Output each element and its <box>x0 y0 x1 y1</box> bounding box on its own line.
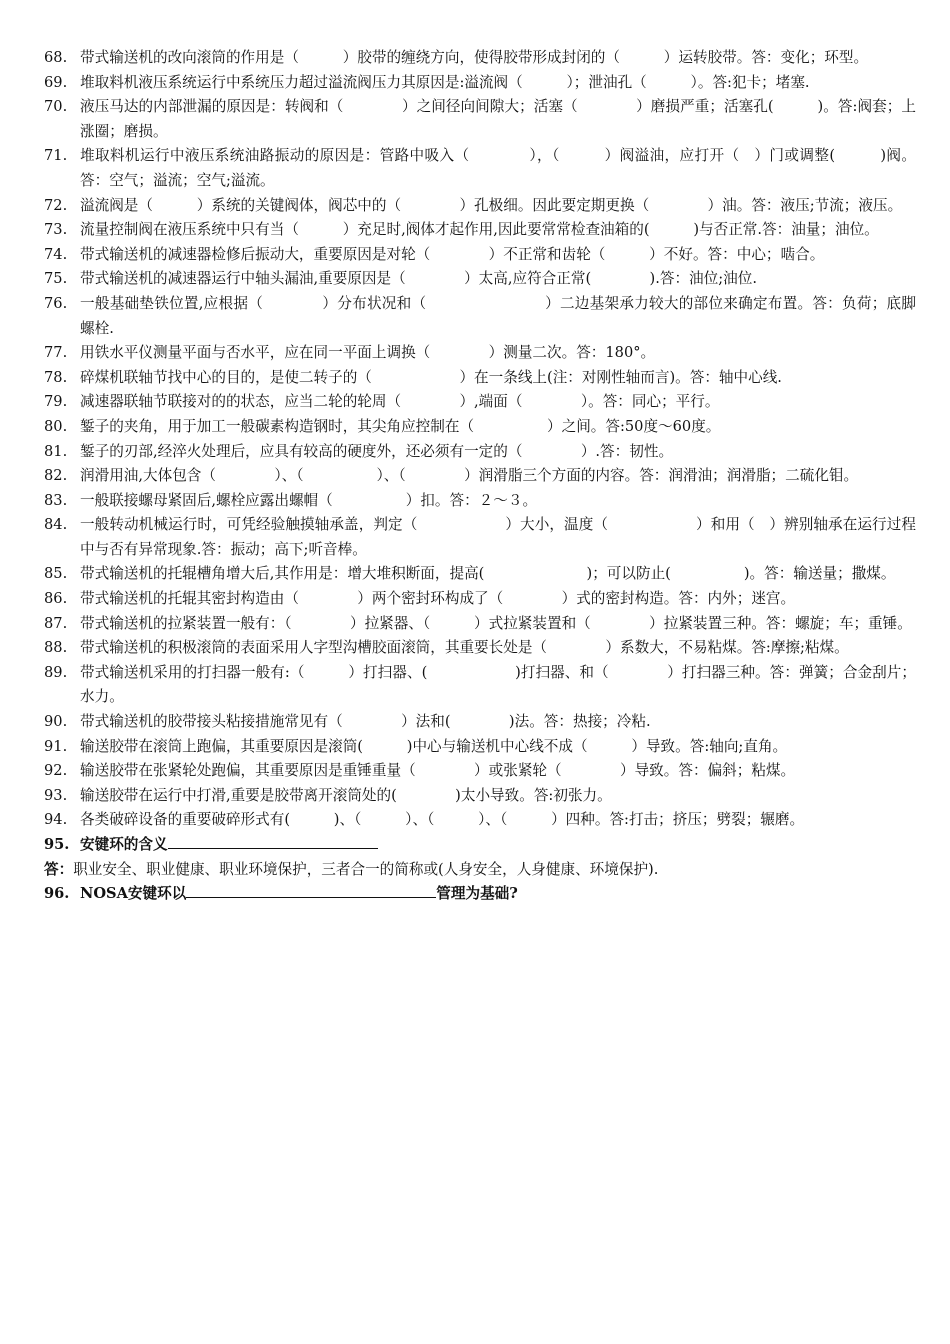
question-text: 一般联接螺母紧固后,螺栓应露出螺帽（ ）扣。答：２～３。 <box>80 491 538 509</box>
question-number: 88. <box>44 639 68 657</box>
question-item <box>44 464 916 489</box>
question-number: 72. <box>44 196 68 214</box>
question-96 <box>44 882 916 907</box>
question-number: 89. <box>44 663 68 681</box>
question-text-prefix: NOSA安键环以 <box>80 885 187 903</box>
question-item <box>44 144 916 193</box>
question-number: 83. <box>44 491 68 509</box>
answer-blank <box>168 834 378 849</box>
question-number: 93. <box>44 786 68 804</box>
question-text: 输送胶带在张紧轮处跑偏，其重要原因是重锤重量（ ）或张紧轮（ ）导致。答：偏斜；粘煤。 <box>80 762 796 780</box>
question-item <box>44 95 916 144</box>
question-item <box>44 661 916 710</box>
question-number: 86. <box>44 590 68 608</box>
answer-95 <box>44 858 916 883</box>
question-number: 85. <box>44 565 68 583</box>
question-text-suffix: 管理为基础? <box>436 885 518 903</box>
question-text: 堆取料机运行中液压系统油路振动的原因是：管路中吸入（ ），（ ）阀溢油，应打开（ ）门或调整( )阀。答：空气；溢流；空气;溢流。 <box>80 147 916 189</box>
question-item <box>44 808 916 833</box>
answer-blank <box>186 883 436 898</box>
question-item <box>44 710 916 735</box>
question-item <box>44 562 916 587</box>
question-95 <box>44 833 916 858</box>
question-text: 流量控制阀在液压系统中只有当（ ）充足时,阀体才起作用,因此要常常检查油箱的( )与否正常.答：油量；油位。 <box>80 221 879 239</box>
question-text: 带式输送机采用的打扫器一般有:（ ）打扫器、( )打扫器、和（ ）打扫器三种。答：弹簧；合金刮片；水力。 <box>80 663 916 706</box>
answer-label: 答： <box>44 860 74 878</box>
question-text: 输送胶带在运行中打滑,重要是胶带离开滚筒处的( )太小导致。答:初张力。 <box>80 786 612 804</box>
question-number: 90. <box>44 713 68 731</box>
question-number: 71. <box>44 147 68 165</box>
question-number: 68. <box>44 49 68 66</box>
question-item <box>44 194 916 219</box>
question-item <box>44 71 916 96</box>
question-number: 79. <box>44 393 68 411</box>
question-text: 润滑用油,大体包含（ ）、（ ）、（ ）润滑脂三个方面的内容。答：润滑油；润滑脂；二硫化钼。 <box>80 467 859 485</box>
question-item <box>44 218 916 243</box>
question-text: 溢流阀是（ ）系统的关键阀体，阀芯中的（ ）孔极细。因此要定期更换（ ）油。答：液压;节流；液压。 <box>80 196 903 214</box>
question-item <box>44 759 916 784</box>
question-number: 74. <box>44 245 68 263</box>
question-number: 77. <box>44 344 68 362</box>
question-number: 84. <box>44 516 68 534</box>
question-text: 带式输送机的减速器运行中轴头漏油,重要原因是（ ）太高,应符合正常( ).答：油位;油位. <box>80 270 757 288</box>
question-item <box>44 292 916 341</box>
question-item <box>44 784 916 809</box>
question-item <box>44 735 916 760</box>
question-text: 减速器联轴节联接对的的状态，应当二轮的轮周（ ）,端面（ ）。答：同心；平行。 <box>80 393 720 411</box>
question-number: 87. <box>44 614 68 632</box>
question-text: 一般转动机械运行时，可凭经验触摸轴承盖，判定（ ）大小，温度（ ）和用（ ）辨别轴承在运行过程中与否有异常现象.答：振动；高下;听音棒。 <box>80 516 916 558</box>
question-text: 堆取料机液压系统运行中系统压力超过溢流阀压力其原因是:溢流阀（ ）；泄油孔（ ）。答:犯卡；堵塞. <box>80 73 810 91</box>
question-number: 70. <box>44 98 68 116</box>
question-number: 94. <box>44 811 68 829</box>
question-item <box>44 415 916 440</box>
question-list <box>44 46 916 833</box>
question-text: 碎煤机联轴节找中心的目的，是使二转子的（ ）在一条线上(注：对刚性轴而言)。答：轴中心线. <box>80 368 782 386</box>
question-number: 91. <box>44 737 68 755</box>
question-number: 73. <box>44 221 68 239</box>
question-text: 带式输送机的托辊其密封构造由（ ）两个密封环构成了（ ）式的密封构造。答：内外；迷宫。 <box>80 590 796 608</box>
question-item <box>44 341 916 366</box>
question-text: 用铁水平仪测量平面与否水平，应在同一平面上调换（ ）测量二次。答：180°。 <box>80 344 656 362</box>
question-text: 带式输送机的拉紧装置一般有：（ ）拉紧器、（ ）式拉紧装置和（ ）拉紧装置三种。答：螺旋；车；重锤。 <box>80 614 912 632</box>
question-item <box>44 390 916 415</box>
question-number: 80. <box>44 417 68 435</box>
question-number: 75. <box>44 270 68 288</box>
question-text: 输送胶带在滚筒上跑偏，其重要原因是滚筒( )中心与输送机中心线不成（ ）导致。答:轴向;直角。 <box>80 737 788 755</box>
question-text: 带式输送机的积极滚筒的表面采用人字型沟槽胶面滚筒，其重要长处是（ ）系数大，不易粘煤。答:摩擦;粘煤。 <box>80 639 849 657</box>
question-item <box>44 636 916 661</box>
question-text: 錾子的刃部,经淬火处理后，应具有较高的硬度外，还必须有一定的（ ）.答：韧性。 <box>80 442 674 460</box>
question-number: 96. <box>44 885 70 903</box>
question-number: 69. <box>44 73 68 91</box>
question-number: 95. <box>44 836 70 853</box>
question-text: 錾子的夹角，用于加工一般碳素构造钢时，其尖角应控制在（ ）之间。答:50度～60度。 <box>80 417 721 435</box>
question-number: 92. <box>44 762 68 780</box>
answer-text: 职业安全、职业健康、职业环境保护，三者合一的简称或(人身安全，人身健康、环境保护). <box>73 860 659 878</box>
question-item <box>44 440 916 465</box>
question-text: 带式输送机的减速器检修后振动大，重要原因是对轮（ ）不正常和齿轮（ ）不好。答：中心；啮合。 <box>80 245 825 263</box>
question-text: 一般基础垫铁位置,应根据（ ）分布状况和（ ）二边基架承力较大的部位来确定布置。答：负荷；底脚螺栓. <box>80 294 916 337</box>
question-item <box>44 612 916 637</box>
question-text: 安键环的含义 <box>80 836 168 853</box>
question-item <box>44 243 916 268</box>
question-item <box>44 46 916 71</box>
question-item <box>44 267 916 292</box>
question-item <box>44 587 916 612</box>
question-text: 带式输送机的托辊槽角增大后,其作用是：增大堆积断面，提高( )；可以防止( )。答：输送量；撒煤。 <box>80 565 896 583</box>
question-number: 82. <box>44 467 68 485</box>
question-number: 81. <box>44 442 68 460</box>
question-text: 带式输送机的胶带接头粘接措施常见有（ ）法和( )法。答：热接；冷粘. <box>80 713 651 731</box>
question-item <box>44 513 916 562</box>
question-number: 76. <box>44 294 68 312</box>
question-text: 各类破碎设备的重要破碎形式有( )、（ ）、（ ）、（ ）四种。答:打击；挤压；劈裂；辗磨。 <box>80 811 805 829</box>
question-text: 带式输送机的改向滚筒的作用是（ ）胶带的缠绕方向，使得胶带形成封闭的（ ）运转胶带。答：变化；环型。 <box>80 49 869 66</box>
question-text: 液压马达的内部泄漏的原因是：转阀和（ ）之间径向间隙大；活塞（ ）磨损严重；活塞孔( )。答:阀套；上涨圈；磨损。 <box>80 98 916 140</box>
question-item <box>44 366 916 391</box>
question-number: 78. <box>44 368 68 386</box>
question-item <box>44 489 916 514</box>
